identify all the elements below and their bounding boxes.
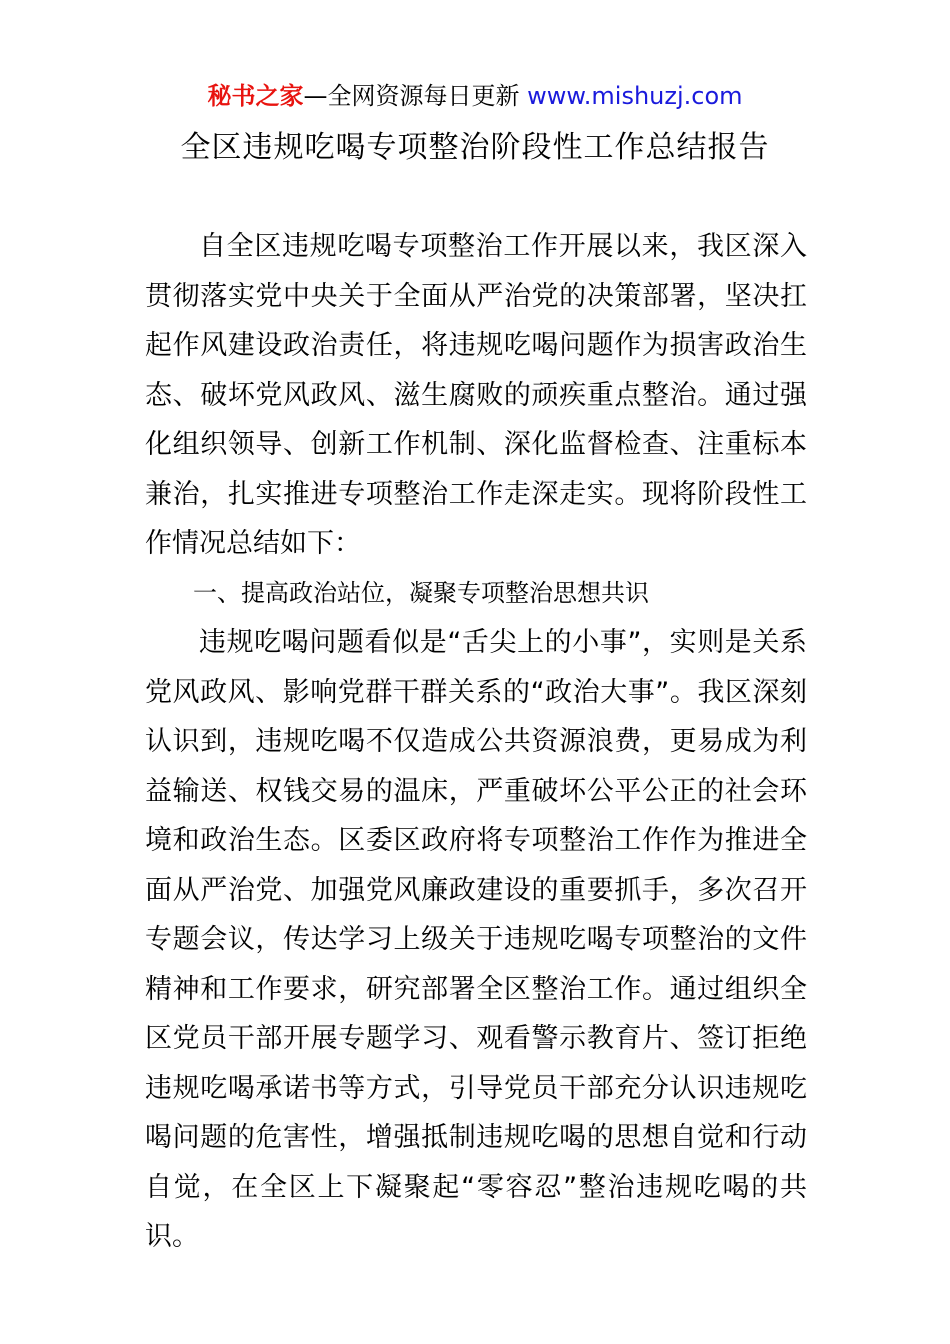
intro-paragraph: 自全区违规吃喝专项整治工作开展以来，我区深入贯彻落实党中央关于全面从严治党的决策部署，坚决扛起作风建设政治责任，将违规吃喝问题作为损害政治生态、破坏党风政风、滋生腐败的顽疾重点整治。通过强化组织领导、创新工作机制、深化监督检查、注重标本兼治，扎实推进专项整治工作走深走实。现将阶段性工作情况总结如下：	[145, 231, 807, 559]
document-body	[145, 222, 807, 1262]
section-heading: 一、提高政治站位，凝聚专项整治思想共识	[193, 578, 649, 607]
site-header	[0, 80, 950, 112]
site-tagline: —全网资源每日更新	[303, 82, 520, 110]
site-url-link[interactable]: www.mishuzj.com	[527, 82, 743, 110]
document-title: 全区违规吃喝专项整治阶段性工作总结报告	[180, 130, 770, 165]
site-brand: 秘书之家	[207, 82, 304, 110]
section-paragraph: 违规吃喝问题看似是“舌尖上的小事”，实则是关系党风政风、影响党群干群关系的“政治大事”。我区深刻认识到，违规吃喝不仅造成公共资源浪费，更易成为利益输送、权钱交易的温床，严重破坏公平公正的社会环境和政治生态。区委区政府将专项整治工作作为推进全面从严治党、加强党风廉政建设的重要抓手，多次召开专题会议，传达学习上级关于违规吃喝专项整治的文件精神和工作要求，研究部署全区整治工作。通过组织全区党员干部开展专题学习、观看警示教育片、签订拒绝违规吃喝承诺书等方式，引导党员干部充分认识违规吃喝问题的危害性，增强抵制违规吃喝的思想自觉和行动自觉，在全区上下凝聚起“零容忍”整治违规吃喝的共识。	[145, 627, 807, 1252]
